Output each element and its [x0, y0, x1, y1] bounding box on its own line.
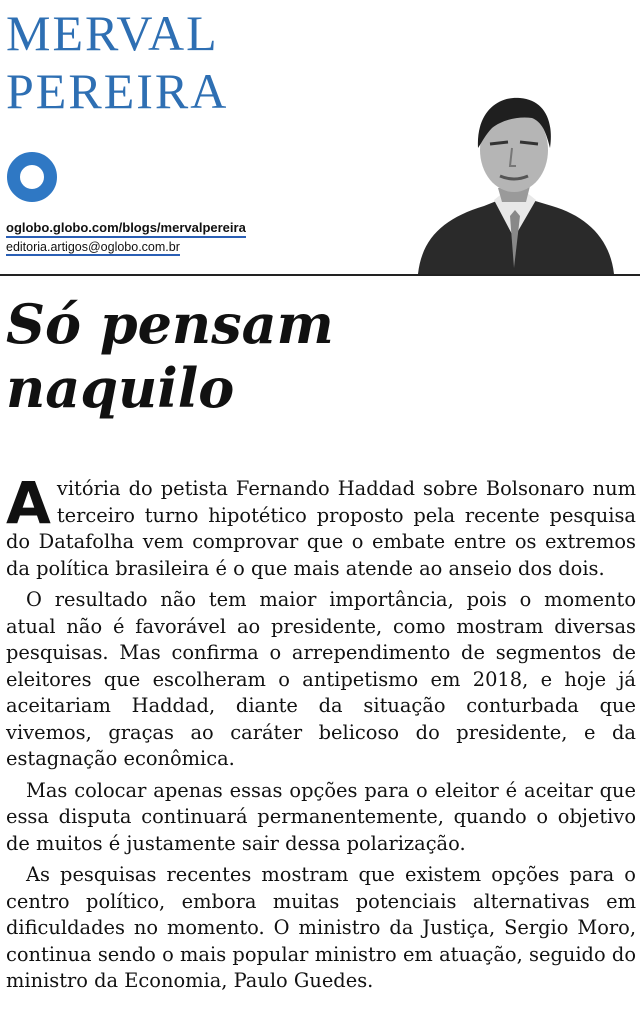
article-title	[6, 292, 334, 420]
column-header	[0, 0, 640, 276]
globo-ring-icon	[7, 152, 57, 202]
article-paragraph	[6, 469, 636, 582]
drop-cap: A	[6, 469, 51, 537]
article-paragraph: O resultado não tem maior importância, pois o momento atual não é favorável ao presidente, como mostram diversas pesquisas. Mas confirma o arrependimento de segmentos de eleitores que escolheram o antipetismo em 2018, e hoje já aceitariam Haddad, diante da situação conturbada que vivemos, graças ao caráter belicoso do presidente, e da estagnação econômica.	[6, 588, 636, 770]
columnist-first-name: MERVAL	[6, 5, 219, 61]
article-body	[6, 469, 636, 1000]
email-link[interactable]: editoria.artigos@oglobo.com.br	[6, 240, 180, 254]
blog-link[interactable]: oglobo.globo.com/blogs/mervalpereira	[6, 220, 246, 238]
header-divider	[0, 274, 640, 276]
columnist-name	[6, 4, 228, 120]
article-paragraph: As pesquisas recentes mostram que existem opções para o centro político, embora muitas potenciais alternativas em dificuldades no momento. O ministro da Justiça, Sergio Moro, continua sendo o mais popular ministro em atuação, seguido do ministro da Economia, Paulo Guedes.	[6, 863, 636, 992]
columnist-last-name: PEREIRA	[6, 63, 229, 119]
article-paragraph: Mas colocar apenas essas opções para o eleitor é aceitar que essa disputa continuará permanentemente, quando o objetivo de muitos é justamente sair dessa polarização.	[6, 778, 636, 855]
article-title-line1: Só pensam	[6, 292, 334, 356]
article-title-line2: naquilo	[6, 356, 235, 420]
paragraph-text: vitória do petista Fernando Haddad sobre Bolsonaro num terceiro turno hipotético proposto pela recente pesquisa do Datafolha vem comprovar que o embate entre os extremos da política brasileira é o que mais atende ao anseio dos dois.	[6, 477, 636, 580]
author-photo	[414, 88, 616, 274]
